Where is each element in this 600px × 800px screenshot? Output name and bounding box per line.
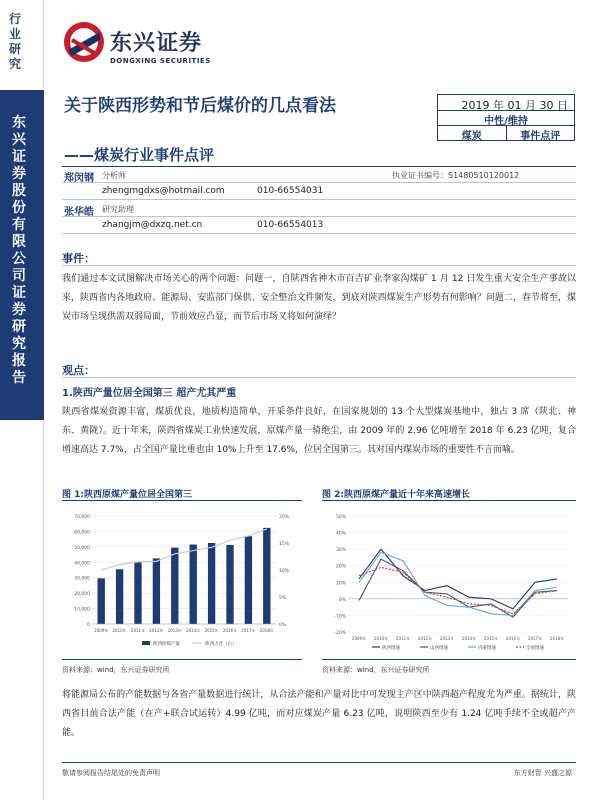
sidebar-category: 行业研究 [9,12,22,71]
x-tick-label: 2017年 [241,628,256,633]
x-tick-label: 2013年 [439,636,455,641]
sidebar-top [0,0,44,88]
x-tick-label: 2010年 [112,628,127,633]
x-tick-label: 2010年 [373,636,389,641]
y-tick-label: 30% [335,548,346,554]
views-heading: 观点： [62,364,95,377]
x-tick-label: 2016年 [505,636,521,641]
figure-2-source: 资料来源：wind，东兴证券研究所 [322,666,430,674]
sidebar [0,0,44,800]
chart-coal-output [62,504,302,654]
y-tick-label: 70,000 [74,515,90,520]
legend-label: 全国增速 [526,646,544,651]
analyst-email: zhengmgdxs@hotmail.com [102,186,225,196]
x-tick-label: 2012年 [417,636,433,641]
x-tick-label: 2009年 [351,636,367,641]
figure-2-title: 图 2:陕西原煤产量近十年来高速增长 [322,490,470,500]
x-tick-label: 2014年 [186,628,201,633]
footer-slogan: 东方财智 兴盛之源 [513,769,572,777]
figure-1-source: 资料来源：wind，东兴证券研究所 [62,666,170,674]
tag-row [437,126,575,141]
y-tick-label: -20% [334,631,346,636]
legend-label: 陕西增速 [382,646,400,651]
y-tick-label: 30,000 [74,576,90,582]
bar [263,528,270,624]
bar [208,543,215,624]
analyst-contact-row [62,183,576,200]
series-line [359,552,557,615]
x-tick-label: 2009年 [94,628,109,633]
analyst-contact-row [62,217,576,234]
analyst-row [62,200,576,217]
bar [245,536,252,624]
analyst-row [62,166,576,183]
company-logo [62,20,242,72]
y-tick-label: 40,000 [74,561,90,567]
y-tick-label: 50% [335,515,346,520]
analyst-phone: 010-66554031 [257,186,324,196]
bar [134,562,141,624]
x-tick-label: 2011年 [395,636,411,641]
y-tick-label: 10,000 [74,607,90,613]
tag-industry: 煤炭 [438,126,507,140]
report-meta-box [437,94,575,141]
y-tick-label: 60,000 [74,530,90,536]
analyst-license: 执业证书编号：S1480510120012 [392,171,520,180]
chart-growth-rates [322,504,576,654]
logo-emblem-icon [62,20,106,64]
y2-tick-label: 5% [279,596,287,601]
analyst-phone: 010-66554013 [257,220,324,230]
y2-tick-label: 20% [279,515,290,520]
bar [190,545,197,624]
event-text: 我们通过本文试图解决市场关心的两个问题：问题一，自陕西省神木市百吉矿业李家沟煤矿 1 月 12 日发生重大安全生产事故以来，陕西省内各地政府、能源局、安监部门保供、安全整治文件频发，到底对陕西煤炭生产形势有何影响？问题二，春节将至，煤炭市场呈现供需双弱局面，节前效应凸显，而节后市场又将如何演绎？ [62,274,576,322]
bar [226,545,233,624]
legend-label: 山西增速 [430,646,448,651]
legend-label: 内蒙增速 [478,646,496,651]
figure-1-title: 图 1:陕西原煤产量位居全国第三 [62,490,192,500]
analyst-role: 研究助理 [102,205,134,214]
tag-type: 事件点评 [520,131,561,142]
y-tick-label: 20% [335,564,346,570]
x-tick-label: 2012年 [149,628,164,633]
rating-label: 中性/维持 [437,111,575,126]
views-paragraph-2: 将能源局公布的产能数据与各省产量数据进行统计，从合法产能和产量对比中可发现主产区中陕西超产程度尤为严重。据统计，陕西省目前合法产能（在产+联合试运转）4.99 亿吨，而对应煤炭产量 6.23 亿吨，说明陕西至少有 1.24 亿吨手续不全或超产产能。 [62,690,576,738]
y-tick-label: 50,000 [74,545,90,551]
x-tick-label: 2016年 [222,628,238,633]
y-tick-label: 10% [335,581,346,587]
report-title: 关于陕西形势和节后煤价的几点看法 [64,96,336,116]
logo-name: 东兴证券 [110,31,203,56]
footer-disclaimer: 敬请参阅报告结尾处的免责声明 [62,769,160,777]
x-tick-label: 2018年 [259,628,274,633]
logo-english: DONGXING SECURITIES [110,57,211,65]
x-tick-label: 2018年 [549,636,565,641]
y-tick-label: 0% [338,597,346,603]
x-tick-label: 2013年 [167,628,182,633]
y2-tick-label: 15% [279,542,290,547]
event-heading: 事件： [62,252,95,265]
y-tick-label: 20,000 [74,592,90,598]
analyst-role: 分析师 [102,171,126,180]
y-tick-label: 40% [335,531,346,537]
bar [171,548,178,624]
analyst-name: 郑闵钢 [64,173,94,184]
y2-tick-label: 0% [279,623,287,628]
report-date: 2019 年 01 月 30 日 [437,94,575,111]
sidebar-company: 东兴证券股份有限公司证券研究报告 [12,115,26,386]
legend-swatch-bar [142,641,150,645]
y-tick-label: -10% [334,614,346,620]
x-tick-label: 2015年 [483,636,499,641]
analyst-name: 张华皓 [64,207,94,218]
y2-tick-label: 10% [279,569,290,574]
bar [98,578,105,624]
views-subheading: 1.陕西产量位居全国第三 超产尤其严重 [62,388,237,399]
x-tick-label: 2011年 [130,628,146,633]
share-line [101,529,267,570]
bar [153,558,160,624]
x-tick-label: 2015年 [204,628,219,633]
x-tick-label: 2017年 [527,636,543,641]
analyst-table [62,166,576,234]
legend-label: 陕西原煤产量 [153,642,180,647]
analyst-email: zhangjm@dxzq.net.cn [102,220,203,230]
y-tick-label: 0 [87,623,90,628]
report-subtitle: ——煤炭行业事件点评 [64,146,215,164]
legend-label: 陕西占比（右） [205,642,237,647]
x-tick-label: 2014年 [461,636,477,641]
series-line [359,559,557,617]
bar [116,569,123,624]
views-paragraph-1: 陕西省煤炭资源丰富，煤质优良，地质构造简单，开采条件良好，在国家规划的 13 个大型煤炭基地中，独占 3 席（陕北、神东、黄陇）。近十年来，陕西省煤炭工业快速发展，原煤产量一骑绝尘，由 2009 年的 2.96 亿吨增至 2018 年 6.23 亿吨，复合增速高达 7.7%，占全国产量比重也由 10%上升至 17.6%，位居全国第三。其对国内煤炭市场的重要性不言而喻。 [62,407,576,455]
